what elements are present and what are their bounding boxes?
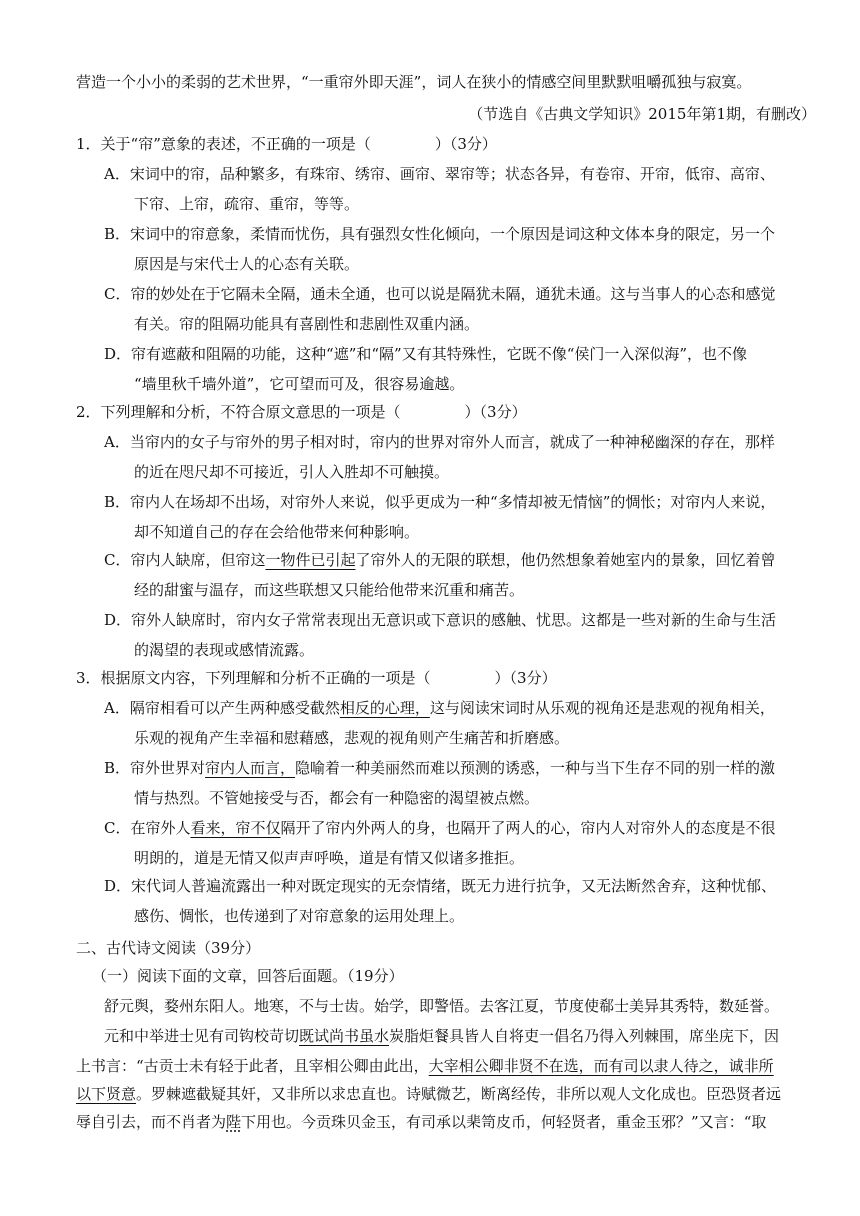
- passage-paragraph-2-line-1: [104, 1026, 779, 1046]
- question-2-stem-text: 2．下列理解和分析，不符合原文意思的一项是（: [76, 403, 401, 421]
- intro-line: 营造一个小小的柔弱的艺术世界，“一重帘外即天涯”，词人在狭小的情感空间里默默咀嚼孤独与寂寞。: [76, 73, 752, 91]
- q1-option-c-line2: 有关。帘的阻隔功能具有喜剧性和悲剧性双重内涵。: [134, 315, 480, 333]
- question-1-stem-text: 1．关于“帘”意象的表述，不正确的一项是（: [76, 135, 371, 153]
- q3-option-b-line1: [104, 758, 775, 778]
- source-note: （节选自《古典文学知识》2015年第1期，有删改）: [468, 105, 816, 123]
- section-sub-heading: （一）阅读下面的文章，回答后面题。（19分）: [92, 967, 404, 985]
- text-span: 了帘外人的无限的联想，他仍然想象着她室内的景象，回忆着曾: [355, 551, 776, 569]
- text-span: 隐喻着一种美丽然而难以预测的诱惑，一种与当下生存不同的别一样的激: [295, 759, 776, 777]
- q1-option-a-line1: A．宋词中的帘，品种繁多，有珠帘、绣帘、画帘、翠帘等；状态各异，有卷帘、开帘，低帘、高帘、: [104, 165, 775, 183]
- q3-option-d-line2: 感伤、惆怅，也传递到了对帘意象的运用处理上。: [134, 907, 465, 925]
- dotted-emphasis-text: 陛: [226, 1113, 242, 1131]
- q2-option-c-line1: [104, 550, 776, 570]
- q3-option-a-line1: [104, 698, 775, 718]
- passage-paragraph-2-line-2: [76, 1056, 774, 1076]
- passage-paragraph-2-line-3: [76, 1084, 781, 1104]
- text-span: 上书言：“古贡士未有轻于此者，且宰相公卿由此出，: [76, 1057, 429, 1075]
- q2-option-b-line1: B．帘内人在场却不出场，对帘外人来说，似乎更成为一种“多情却被无情恼”的惆怅；对帘内人来说，: [104, 493, 776, 511]
- q3-option-b-line2: 情与热烈。不管她接受与否，都会有一种隐密的渴望被点燃。: [134, 789, 540, 807]
- text-span: 隔开了帘内外两人的身，也隔开了两人的心，帘内人对帘外人的态度是不很: [280, 819, 776, 837]
- q3-option-c-line1: [104, 818, 776, 838]
- underlined-text: 大宰相公卿非贤不在选，而有司以隶人待之，诚非所: [428, 1057, 774, 1075]
- text-span: A．隔帘相看可以产生两种感受截然: [104, 699, 340, 717]
- question-3-stem-text: 3．根据原文内容，下列理解和分析不正确的一项是（: [76, 669, 431, 687]
- q3-option-c-line2: 明朗的，道是无情又似声声呼唤，道是有情又似诸多推拒。: [134, 849, 525, 867]
- passage-paragraph-1: 舒元舆，婺州东阳人。地寒，不与士齿。始学，即警悟。去客江夏，节度使郗士美异其秀特，数延誉。: [104, 997, 780, 1015]
- question-2-score: ）（3分）: [464, 403, 527, 421]
- q2-option-b-line2: 却不知道自己的存在会给他带来何种影响。: [134, 523, 420, 541]
- question-1-score: ）（3分）: [434, 135, 497, 153]
- section-heading: 二、古代诗文阅读（39分）: [76, 939, 261, 957]
- q1-option-a-line2: 下帘、上帘，疏帘、重帘，等等。: [134, 195, 360, 213]
- q2-option-d-line2: 的渴望的表现或感情流露。: [134, 641, 315, 659]
- q2-option-c-line2: 经的甜蜜与温存，而这些联想又只能给他带来沉重和痛苦。: [134, 581, 525, 599]
- q2-option-a-line1: A．当帘内的女子与帘外的男子相对时，帘内的世界对帘外人而言，就成了一种神秘幽深的存在，那样: [104, 433, 775, 451]
- question-2-stem: [76, 402, 527, 422]
- text-span: 。罗棘遮截疑其奸，又非所以求忠直也。诗赋微艺，断离经传，非所以观人文化成也。臣恐贤者远: [136, 1085, 782, 1103]
- question-3-stem: [76, 668, 557, 688]
- question-3-score: ）（3分）: [494, 669, 557, 687]
- underlined-text: 帘内人而言，: [205, 759, 296, 777]
- underlined-text: 一物件已引起: [265, 551, 356, 569]
- text-span: 元和中举进士见有司钩校苛切: [104, 1027, 300, 1045]
- text-span: 下用也。今贡珠贝金玉，有司承以棐笥皮币，何轻贤者，重金玉邪？”又言：“取: [241, 1113, 767, 1131]
- q2-option-a-line2: 的近在咫尺却不可接近，引人入胜却不可触摸。: [134, 463, 450, 481]
- text-span: B．帘外世界对: [104, 759, 206, 777]
- underlined-text: 以下贤意: [76, 1085, 137, 1103]
- passage-paragraph-2-line-4: [76, 1112, 766, 1132]
- underlined-text: 既试尚书虽水: [299, 1027, 390, 1045]
- q1-option-d-line2: “墙里秋千墙外道”，它可望而可及，很容易逾越。: [134, 375, 465, 393]
- q1-option-c-line1: C．帘的妙处在于它隔未全隔，通未全通，也可以说是隔犹未隔，通犹未通。这与当事人的心态和感觉: [104, 285, 776, 303]
- question-1-stem: [76, 134, 497, 154]
- q1-option-d-line1: D．帘有遮蔽和阻隔的功能，这种“遮”和“隔”又有其特殊性，它既不像“侯门一入深似海”，也不像: [104, 345, 748, 363]
- q2-option-d-line1: D．帘外人缺席时，帘内女子常常表现出无意识或下意识的感触、忧思。这都是一些对新的生命与生活: [104, 611, 777, 629]
- q1-option-b-line2: 原因是与宋代士人的心态有关联。: [134, 255, 360, 273]
- q1-option-b-line1: B．宋词中的帘意象，柔情而忧伤，具有强烈女性化倾向，一个原因是词这种文体本身的限定，另一个: [104, 225, 776, 243]
- underlined-text: 看来，帘不仅: [190, 819, 281, 837]
- text-span: C．帘内人缺席，但帘这: [104, 551, 266, 569]
- text-span: 辱自引去，而不肖者为: [76, 1113, 227, 1131]
- q3-option-a-line2: 乐观的视角产生幸福和慰藉感，悲观的视角则产生痛苦和折磨感。: [134, 729, 570, 747]
- q3-option-d-line1: D．宋代词人普遍流露出一种对既定现实的无奈情绪，既无力进行抗争，又无法断然舍弃，这种忧郁、: [104, 877, 777, 895]
- underlined-text: 相反的心理，: [339, 699, 430, 717]
- text-span: C．在帘外人: [104, 819, 191, 837]
- text-span: 这与阅读宋词时从乐观的视角还是悲观的视角相关，: [429, 699, 775, 717]
- text-span: 炭脂炬餐具皆人自将吏一倡名乃得入列棘围，席坐庑下，因: [389, 1027, 780, 1045]
